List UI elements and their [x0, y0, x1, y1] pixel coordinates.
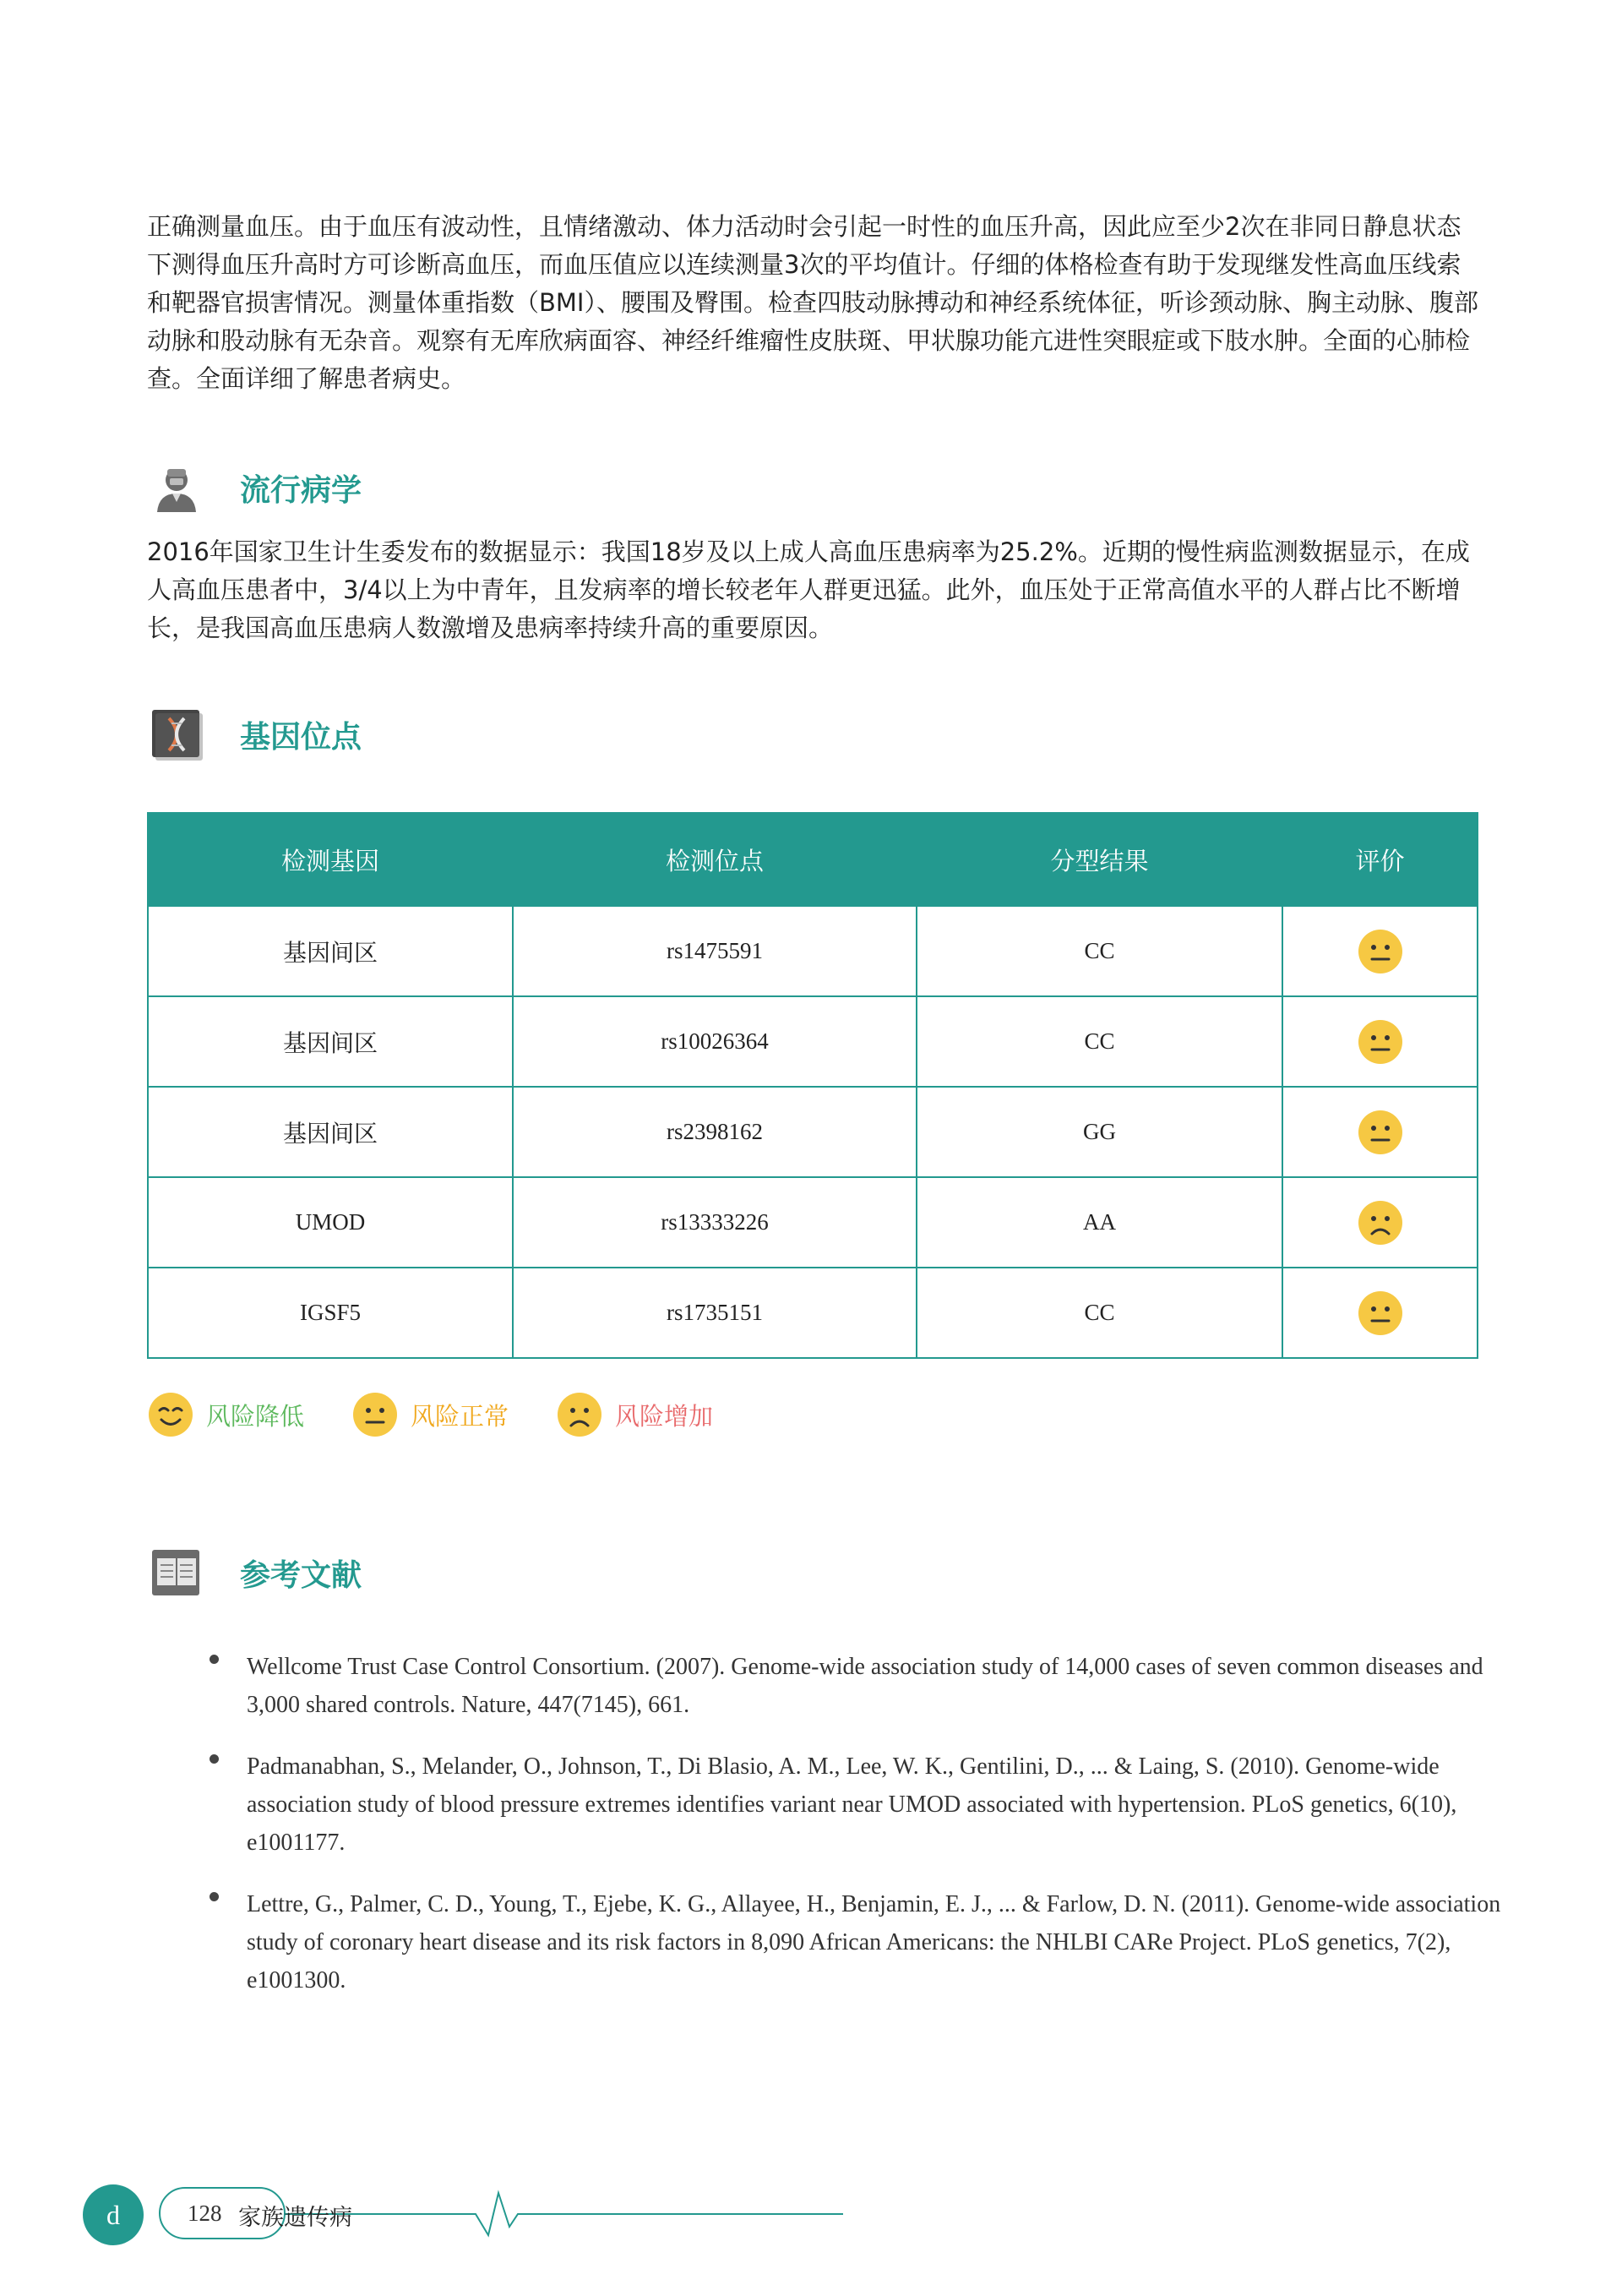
page-number: 128	[188, 2200, 222, 2226]
references-header	[150, 1546, 362, 1599]
epidemiology-header	[150, 461, 362, 514]
genotype-cell: CC	[917, 996, 1282, 1087]
gene-cell: 基因间区	[148, 906, 513, 996]
risk-legend	[147, 1391, 760, 1438]
neutral-face-icon	[1357, 928, 1404, 975]
genotype-cell: CC	[917, 906, 1282, 996]
table-row	[148, 906, 1478, 996]
sad-face-icon	[556, 1391, 603, 1438]
locus-cell: rs10026364	[513, 996, 917, 1087]
rating-cell	[1282, 1087, 1478, 1177]
rating-cell	[1282, 906, 1478, 996]
bullet-icon	[210, 1655, 219, 1664]
neutral-face-icon	[1357, 1109, 1404, 1156]
genotype-cell: GG	[917, 1087, 1282, 1177]
header-locus: 检测位点	[513, 813, 917, 906]
legend-label-normal: 风险正常	[411, 1401, 509, 1431]
neutral-face-icon	[1357, 1290, 1404, 1337]
table-row	[148, 1177, 1478, 1268]
epidemiology-title: 流行病学	[240, 472, 362, 508]
locus-cell: rs1475591	[513, 906, 917, 996]
locus-cell: rs1735151	[513, 1268, 917, 1358]
reference-text: Wellcome Trust Case Control Consortium. (2007). Genome-wide association study of 14,000 cases of seven common diseases and 3,000 shared controls. Nature, 447(7145), 661.	[247, 1654, 1483, 1718]
genotype-cell: AA	[917, 1177, 1282, 1268]
legend-label-low: 风险降低	[206, 1401, 305, 1431]
neutral-face-icon	[1357, 1018, 1404, 1066]
list-item	[210, 1748, 1536, 1862]
header-gene: 检测基因	[148, 813, 513, 906]
reference-text: Padmanabhan, S., Melander, O., Johnson, T., Di Blasio, A. M., Lee, W. K., Gentilini, D., ... & Laing, S. (2010). Genome-wide association study of blood pressure extremes identifies variant near UMOD associated with hypertension. PLoS genetics, 6(10), e1001177.	[247, 1753, 1457, 1856]
bullet-icon	[210, 1892, 219, 1901]
table-row	[148, 1268, 1478, 1358]
sad-face-icon	[1357, 1199, 1404, 1246]
genotype-cell: CC	[917, 1268, 1282, 1358]
gene-cell: 基因间区	[148, 1087, 513, 1177]
bullet-icon	[210, 1754, 219, 1764]
table-row	[148, 996, 1478, 1087]
footer-letter-badge: d	[83, 2184, 144, 2245]
book-icon	[150, 1546, 203, 1599]
gene-loci-table	[147, 812, 1478, 1359]
epidemiology-paragraph: 2016年国家卫生计生委发布的数据显示：我国18岁及以上成人高血压患病率为25.2%。近期的慢性病监测数据显示，在成人高血压患者中，3/4以上为中青年，且发病率的增长较老年人群更迅猛。此外，血压处于正常高值水平的人群占比不断增长，是我国高血压患病人数激增及患病率持续升高的重要原因。	[147, 537, 1470, 642]
list-item	[210, 1885, 1536, 1999]
gene-loci-title: 基因位点	[240, 719, 362, 755]
rating-cell	[1282, 996, 1478, 1087]
happy-face-icon	[147, 1391, 194, 1438]
dna-icon	[150, 708, 203, 761]
reference-list	[210, 1648, 1536, 2023]
neutral-face-icon	[351, 1391, 399, 1438]
gene-cell: 基因间区	[148, 996, 513, 1087]
references-title: 参考文献	[240, 1557, 362, 1593]
rating-cell	[1282, 1177, 1478, 1268]
legend-item-high	[556, 1391, 713, 1438]
legend-item-low	[147, 1391, 304, 1438]
gene-cell: IGSF5	[148, 1268, 513, 1358]
gene-loci-header	[150, 708, 362, 761]
intro-paragraph: 正确测量血压。由于血压有波动性，且情绪激动、体力活动时会引起一时性的血压升高，因此应至少2次在非同日静息状态下测得血压升高时方可诊断高血压，而血压值应以连续测量3次的平均值计。仔细的体格检查有助于发现继发性高血压线索和靶器官损害情况。测量体重指数（BMI）、腰围及臀围。检查四肢动脉搏动和神经系统体征，听诊颈动脉、胸主动脉、腹部动脉和股动脉有无杂音。观察有无库欣病面容、神经纤维瘤性皮肤斑、甲状腺功能亢进性突眼症或下肢水肿。全面的心肺检查。全面详细了解患者病史。	[147, 212, 1478, 393]
header-genotype: 分型结果	[917, 813, 1282, 906]
footer-title: 家族遗传病	[238, 2205, 352, 2231]
legend-label-high: 风险增加	[615, 1401, 714, 1431]
rating-cell	[1282, 1268, 1478, 1358]
list-item	[210, 1648, 1536, 1724]
gene-cell: UMOD	[148, 1177, 513, 1268]
doctor-icon	[150, 461, 203, 514]
header-rating: 评价	[1282, 813, 1478, 906]
locus-cell: rs2398162	[513, 1087, 917, 1177]
legend-item-normal	[351, 1391, 509, 1438]
table-header-row	[148, 813, 1478, 906]
locus-cell: rs13333226	[513, 1177, 917, 1268]
page-footer	[83, 2180, 826, 2248]
table-row	[148, 1087, 1478, 1177]
reference-text: Lettre, G., Palmer, C. D., Young, T., Ejebe, K. G., Allayee, H., Benjamin, E. J., ... & Farlow, D. N. (2011). Genome-wide association study of coronary heart disease and its risk factors in 8,090 African Americans: the NHLBI CARe Project. PLoS genetics, 7(2), e1001300.	[247, 1891, 1501, 1993]
